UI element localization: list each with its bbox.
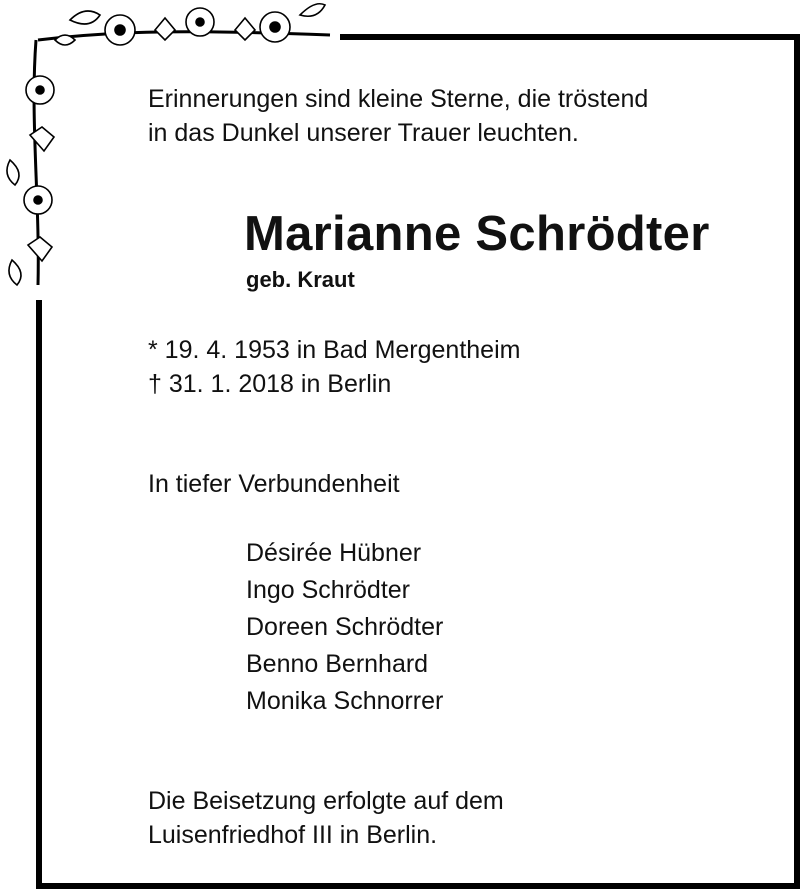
memorial-verse: [148, 82, 648, 150]
mourner-name: Ingo Schrödter: [246, 576, 410, 604]
verse-line: Erinnerungen sind kleine Sterne, die tröstend: [148, 85, 649, 113]
death-date: † 31. 1. 2018 in Berlin: [148, 370, 392, 398]
mourner-name: Monika Schnorrer: [246, 687, 444, 715]
mourner-name: Désirée Hübner: [246, 539, 422, 567]
birth-name: geb. Kraut: [246, 267, 355, 292]
condolence-intro: In tiefer Verbundenheit: [148, 470, 400, 498]
burial-line: Luisenfriedhof III in Berlin.: [148, 821, 438, 849]
burial-line: Die Beisetzung erfolgte auf dem: [148, 787, 504, 815]
deceased-name: Marianne Schrödter: [244, 207, 710, 261]
burial-note: [148, 784, 504, 852]
life-dates: [148, 333, 520, 401]
mourner-name: Doreen Schrödter: [246, 613, 444, 641]
verse-line: in das Dunkel unserer Trauer leuchten.: [148, 119, 579, 147]
mourners-list: [246, 535, 443, 720]
birth-date: * 19. 4. 1953 in Bad Mergentheim: [148, 336, 521, 364]
mourner-name: Benno Bernhard: [246, 650, 429, 678]
